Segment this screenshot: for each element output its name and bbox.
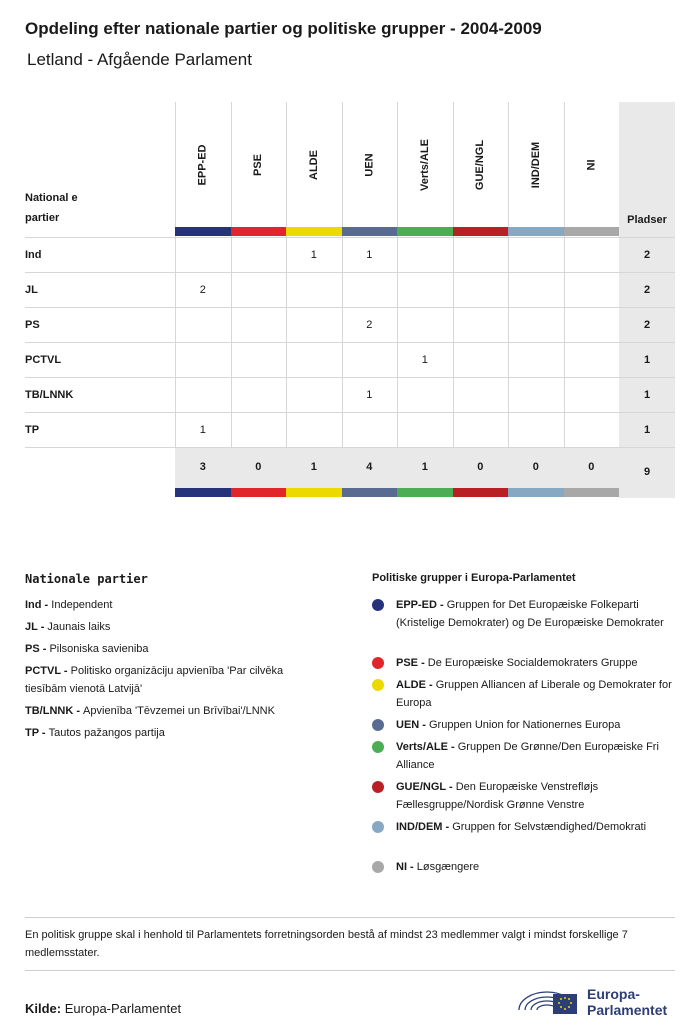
table-cell: 1 xyxy=(310,249,317,261)
group-colorbar-top xyxy=(286,227,342,236)
divider xyxy=(25,917,675,918)
group-colorbar-top xyxy=(342,227,398,236)
divider xyxy=(25,970,675,971)
group-colorbar-bottom xyxy=(397,488,453,497)
group-header-label: GUE/NGL xyxy=(474,139,487,190)
group-color-dot-icon xyxy=(372,599,384,611)
seat-distribution-table xyxy=(25,102,675,498)
column-total: 4 xyxy=(366,461,373,473)
group-colorbar-bottom xyxy=(175,488,231,497)
column-total: 0 xyxy=(588,461,595,473)
group-header-label: UEN xyxy=(363,152,376,177)
national-party-legend-item: TP - Tautos pažangos partija xyxy=(25,727,165,739)
table-cell: 1 xyxy=(199,424,206,436)
logo-text: Europa- Parlamentet xyxy=(587,986,668,1018)
group-legend-item: EPP-ED - Gruppen for Det Europæiske Folkeparti (Kristelige Demokrater) og De Europæiske Demokrater xyxy=(396,599,664,629)
column-total: 0 xyxy=(532,461,539,473)
group-colorbar-top xyxy=(231,227,287,236)
row-party-label: TP xyxy=(25,424,40,436)
group-colorbar-bottom xyxy=(286,488,342,497)
column-total: 1 xyxy=(421,461,428,473)
national-party-legend-item: JL - Jaunais laiks xyxy=(25,621,111,633)
national-party-legend-item: PS - Pilsoniska savieniba xyxy=(25,643,149,655)
row-total: 1 xyxy=(643,424,651,436)
group-colorbar-bottom xyxy=(231,488,287,497)
group-header-label: EPP-ED xyxy=(196,144,209,185)
group-header-alde xyxy=(286,102,342,227)
group-color-dot-icon xyxy=(372,657,384,669)
national-party-legend-item: Ind - Independent xyxy=(25,599,113,611)
group-legend-item: UEN - Gruppen Union for Nationernes Europa xyxy=(396,719,621,731)
group-colorbar-top xyxy=(453,227,509,236)
group-header-epped xyxy=(175,102,231,227)
group-colorbar-bottom xyxy=(508,488,564,497)
groups-legend-title: Politiske grupper i Europa-Parlamentet xyxy=(372,572,576,584)
footnote: En politisk gruppe skal i henhold til Parlamentets forretningsorden bestå af mindst 23 medlemmer valgt i mindst forskellige 7 medlemsstater. xyxy=(25,929,628,959)
source-value: Europa-Parlamentet xyxy=(64,1001,182,1016)
group-colorbar-top xyxy=(175,227,231,236)
group-header-pse xyxy=(231,102,287,227)
grand-total: 9 xyxy=(643,466,651,478)
column-total: 0 xyxy=(477,461,484,473)
group-header-label: IND/DEM xyxy=(529,141,542,188)
group-header-ni xyxy=(564,102,620,227)
group-colorbar-bottom xyxy=(453,488,509,497)
column-total: 3 xyxy=(199,461,206,473)
group-header-label: ALDE xyxy=(307,149,320,180)
page-title: Opdeling efter nationale partier og politiske grupper - 2004-2009 xyxy=(25,19,542,38)
row-total: 1 xyxy=(643,389,651,401)
group-header-label: PSE xyxy=(252,153,265,176)
row-party-label: TB/LNNK xyxy=(25,389,74,401)
group-header-label: Verts/ALE xyxy=(418,138,431,191)
table-cell: 1 xyxy=(366,249,373,261)
group-legend-item: ALDE - Gruppen Alliancen af Liberale og Demokrater for Europa xyxy=(396,679,672,709)
source-line xyxy=(25,1001,181,1016)
national-party-legend-item: PCTVL - Politisko organizāciju apvienība 'Par cilvēka tiesībām vienotā Latvijā' xyxy=(25,665,284,695)
row-total: 2 xyxy=(643,284,651,296)
column-total: 0 xyxy=(255,461,262,473)
group-header-vertsale xyxy=(397,102,453,227)
national-parties-header: National e partier xyxy=(25,192,78,224)
pladser-header: Pladser xyxy=(627,214,667,226)
table-cell: 2 xyxy=(199,284,206,296)
table-cell: 1 xyxy=(366,389,373,401)
group-color-dot-icon xyxy=(372,719,384,731)
group-legend-item: NI - Løsgængere xyxy=(396,861,480,873)
group-color-dot-icon xyxy=(372,679,384,691)
table-cell: 2 xyxy=(366,319,373,331)
group-colorbar-top xyxy=(397,227,453,236)
row-total: 2 xyxy=(643,319,651,331)
group-legend-item: IND/DEM - Gruppen for Selvstændighed/Demokrati xyxy=(396,821,647,833)
group-colorbar-top xyxy=(564,227,620,236)
row-divider xyxy=(25,412,675,413)
group-colorbar-bottom xyxy=(342,488,398,497)
group-legend-item: GUE/NGL - Den Europæiske Venstrefløjs Fællesgruppe/Nordisk Grønne Venstre xyxy=(396,781,599,811)
row-divider xyxy=(25,272,675,273)
group-legend-item: Verts/ALE - Gruppen De Grønne/Den Europæiske Fri Alliance xyxy=(396,741,659,771)
group-legend-item: PSE - De Europæiske Socialdemokraters Gruppe xyxy=(396,657,638,669)
row-party-label: Ind xyxy=(25,249,42,261)
row-party-label: JL xyxy=(25,284,38,296)
national-party-legend-item: TB/LNNK - Apvienība 'Tēvzemei un Brīvībai'/LNNK xyxy=(25,705,275,717)
group-color-dot-icon xyxy=(372,741,384,753)
column-total: 1 xyxy=(310,461,317,473)
page-subtitle: Letland - Afgående Parlament xyxy=(27,50,252,69)
group-header-label: NI xyxy=(585,159,598,170)
group-color-dot-icon xyxy=(372,821,384,833)
row-divider xyxy=(25,342,675,343)
group-colorbar-bottom xyxy=(564,488,620,497)
group-header-guengl xyxy=(453,102,509,227)
group-colorbar-top xyxy=(508,227,564,236)
source-label: Kilde: xyxy=(25,1001,62,1016)
row-total: 1 xyxy=(643,354,651,366)
row-total: 2 xyxy=(643,249,651,261)
row-party-label: PS xyxy=(25,319,40,331)
group-header-uen xyxy=(342,102,398,227)
national-parties-legend-title: Nationale partier xyxy=(25,572,148,586)
row-party-label: PCTVL xyxy=(25,354,62,366)
group-header-inddem xyxy=(508,102,564,227)
group-color-dot-icon xyxy=(372,781,384,793)
table-cell: 1 xyxy=(421,354,428,366)
group-color-dot-icon xyxy=(372,861,384,873)
